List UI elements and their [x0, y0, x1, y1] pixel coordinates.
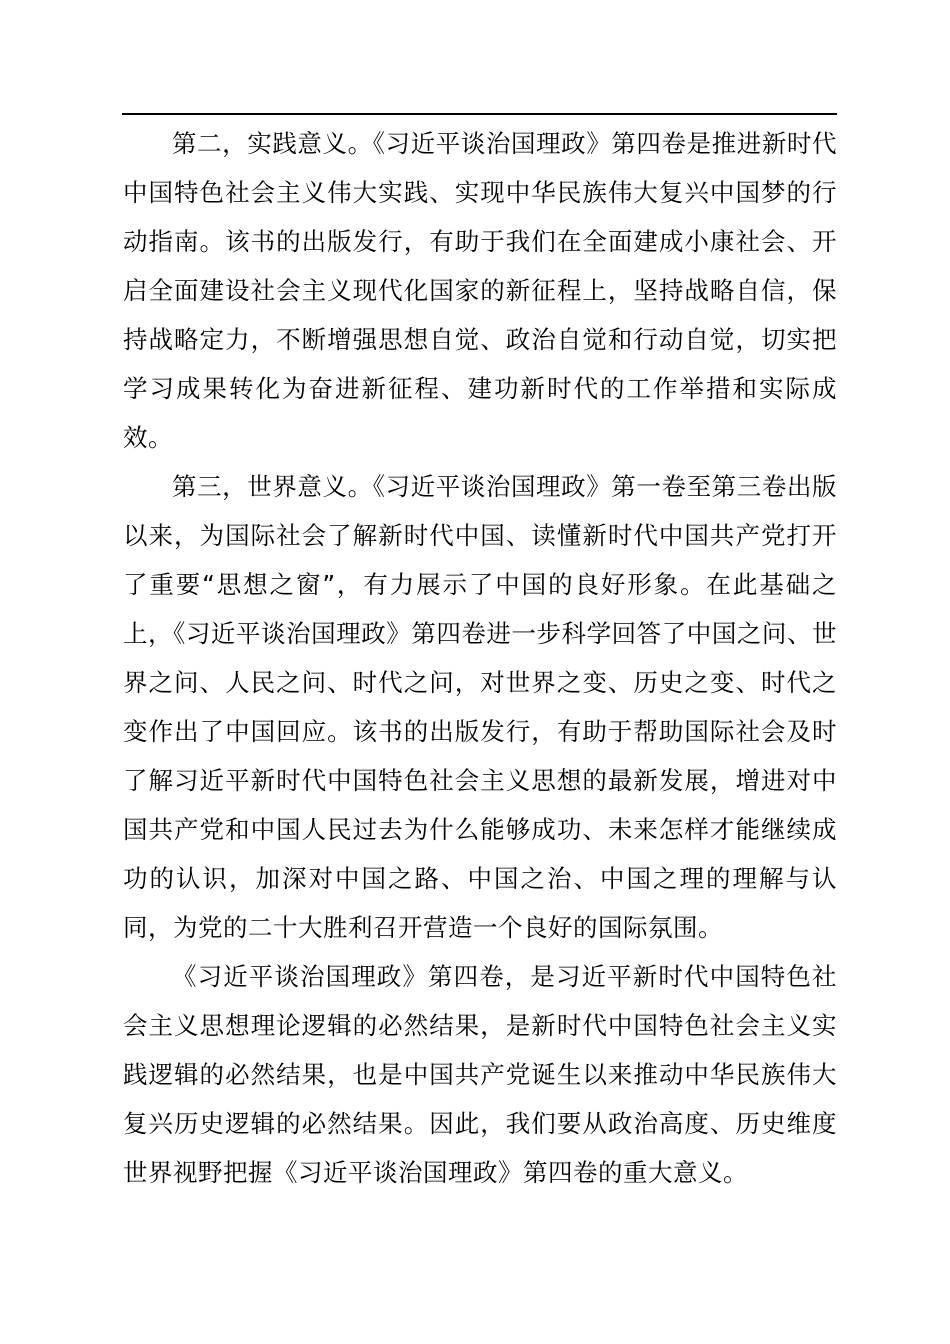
paragraph-practical-significance: 第二，实践意义。《习近平谈治国理政》第四卷是推进新时代中国特色社会主义伟大实践、实现中华民族伟大复兴中国梦的行动指南。该书的出版发行，有助于我们在全面建成小康社会、开启全面建设社会主义现代化国家的新征程上，坚持战略自信，保持战略定力，不断增强思想自觉、政治自觉和行动自觉，切实把学习成果转化为奋进新征程、建功新时代的工作举措和实际成效。: [123, 129, 837, 452]
paragraph-conclusion: 《习近平谈治国理政》第四卷，是习近平新时代中国特色社会主义思想理论逻辑的必然结果，是新时代中国特色社会主义实践逻辑的必然结果，也是中国共产党诞生以来推动中华民族伟大复兴历史逻辑的必然结果。因此，我们要从政治高度、历史维度世界视野把握《习近平谈治国理政》第四卷的重大意义。: [123, 962, 837, 1187]
document-body: [123, 119, 837, 1197]
header-rule: [122, 113, 837, 115]
paragraph-world-significance: 第三，世界意义。《习近平谈治国理政》第一卷至第三卷出版以来，为国际社会了解新时代中国、读懂新时代中国共产党打开了重要“思想之窗”，有力展示了中国的良好形象。在此基础之上，《习近平谈治国理政》第四卷进一步科学回答了中国之问、世界之问、人民之问、时代之问，对世界之变、历史之变、时代之变作出了中国回应。该书的出版发行，有助于帮助国际社会及时了解习近平新时代中国特色社会主义思想的最新发展，增进对中国共产党和中国人民过去为什么能够成功、未来怎样才能继续成功的认识，加深对中国之路、中国之治、中国之理的理解与认同，为党的二十大胜利召开营造一个良好的国际氛围。: [123, 472, 837, 942]
